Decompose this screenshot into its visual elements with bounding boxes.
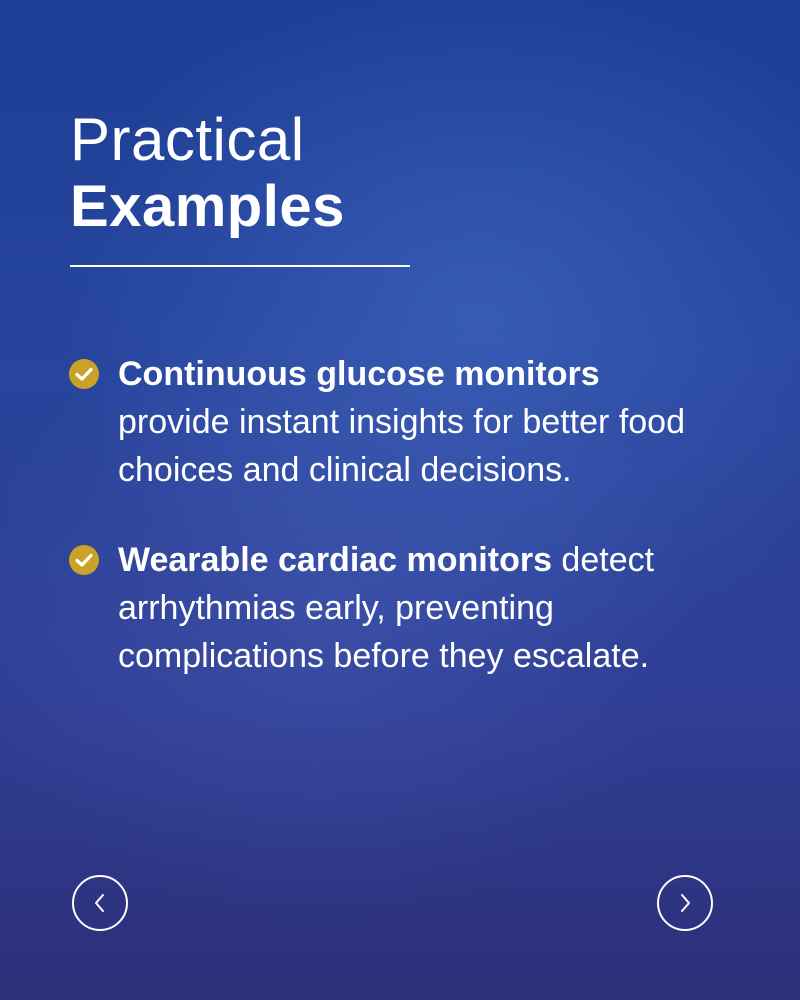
example-list — [68, 350, 708, 680]
title-line-light: Practical — [70, 106, 305, 173]
next-button[interactable] — [657, 875, 713, 931]
chevron-left-icon — [90, 891, 110, 915]
title-line-bold: Examples — [70, 174, 345, 239]
title-divider — [70, 265, 410, 267]
chevron-right-icon — [675, 891, 695, 915]
check-circle-icon — [68, 544, 100, 576]
list-item-heading: Continuous glucose monitors — [118, 355, 600, 393]
list-item-heading: Wearable cardiac monitors — [118, 541, 552, 579]
check-circle-icon — [68, 358, 100, 390]
page-title — [70, 108, 345, 242]
list-item — [68, 350, 708, 494]
list-item — [68, 536, 708, 680]
previous-button[interactable] — [72, 875, 128, 931]
list-item-text: detect arrhythmias early, preventing complications before they escalate. — [118, 541, 655, 675]
list-item-text: provide instant insights for better food choices and clinical decisions. — [118, 403, 685, 489]
